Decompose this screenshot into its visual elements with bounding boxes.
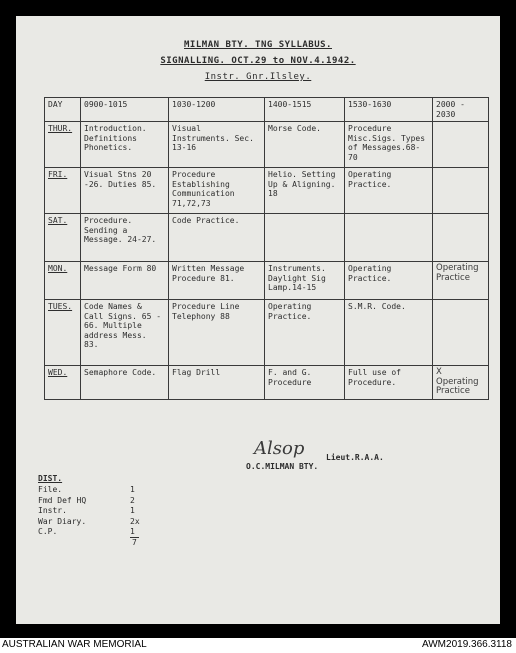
footer-accession-number: AWM2019.366.3118 (421, 639, 512, 650)
lesson-cell: X Operating Practice (433, 366, 489, 400)
lesson-cell: Code Names & Call Signs. 65 - 66. Multiple address Mess. 83. (81, 300, 169, 366)
distribution-quantity: 2x (130, 516, 140, 526)
lesson-cell (265, 214, 345, 262)
syllabus-title: MILMAN BTY. TNG SYLLABUS. (184, 40, 332, 50)
lesson-cell (433, 214, 489, 262)
table-header-row (45, 98, 489, 122)
lesson-cell: Semaphore Code. (81, 366, 169, 400)
day-cell: MON. (45, 262, 81, 300)
lesson-cell: Procedure Misc.Sigs. Types of Messages.68-70 (345, 122, 433, 168)
distribution-quantity: 1 (130, 506, 135, 516)
day-cell: SAT. (45, 214, 81, 262)
table-row (45, 214, 489, 262)
lesson-cell: Operating Practice. (345, 168, 433, 214)
lesson-cell: Procedure Line Telephony 88 (169, 300, 265, 366)
handwritten-signature: Alsop (254, 438, 305, 459)
distribution-title: DIST. (38, 474, 63, 483)
distribution-quantity: 2 (130, 495, 135, 505)
day-cell: WED. (45, 366, 81, 400)
distribution-quantity: 1 (130, 485, 135, 495)
column-header: 2000 - 2030 (433, 98, 489, 122)
column-header: DAY (45, 98, 81, 122)
day-cell: THUR. (45, 122, 81, 168)
distribution-entry (38, 485, 140, 495)
table-row (45, 168, 489, 214)
distribution-entry (38, 527, 140, 537)
document-page (16, 16, 500, 624)
lesson-cell: Procedure Establishing Communication 71,72,73 (169, 168, 265, 214)
distribution-recipient: Instr. (38, 506, 67, 516)
lesson-cell: Morse Code. (265, 122, 345, 168)
distribution-recipient: War Diary. (38, 516, 87, 526)
syllabus-table (44, 97, 489, 400)
lesson-cell: F. and G. Procedure (265, 366, 345, 400)
table-row (45, 300, 489, 366)
lesson-cell: Operating Practice. (345, 262, 433, 300)
distribution-recipient: C.P. (38, 527, 58, 537)
table-row (45, 122, 489, 168)
lesson-cell: Flag Drill (169, 366, 265, 400)
distribution-entry (38, 517, 140, 527)
distribution-entry (38, 496, 140, 506)
distribution-recipient: File. (38, 485, 63, 495)
lesson-cell: Procedure. Sending a Message. 24-27. (81, 214, 169, 262)
lesson-cell: Code Practice. (169, 214, 265, 262)
footer-institution: AUSTRALIAN WAR MEMORIAL (2, 639, 147, 650)
lesson-cell (433, 122, 489, 168)
lesson-cell: Operating Practice. (265, 300, 345, 366)
distribution-list (38, 474, 140, 549)
lesson-cell: Helio. Setting Up & Aligning. 18 (265, 168, 345, 214)
lesson-cell: Introduction. Definitions Phonetics. (81, 122, 169, 168)
lesson-cell: Full use of Procedure. (345, 366, 433, 400)
footer-bar (0, 638, 516, 653)
lesson-cell: Written Message Procedure 81. (169, 262, 265, 300)
table-row (45, 262, 489, 300)
column-header: 1530-1630 (345, 98, 433, 122)
column-header: 1030-1200 (169, 98, 265, 122)
lesson-cell: Instruments. Daylight Sig Lamp.14-15 (265, 262, 345, 300)
day-cell: TUES. (45, 300, 81, 366)
lesson-cell: Message Form 80 (81, 262, 169, 300)
distribution-entry (38, 506, 140, 516)
table-row (45, 366, 489, 400)
distribution-quantity: 1 (130, 527, 135, 537)
column-header: 1400-1515 (265, 98, 345, 122)
signature-rank: Lieut.R.A.A. (326, 453, 384, 462)
instructor-line: Instr. Gnr.Ilsley. (204, 72, 312, 82)
lesson-cell: Visual Stns 20 -26. Duties 85. (81, 168, 169, 214)
lesson-cell: Visual Instruments. Sec. 13-16 (169, 122, 265, 168)
day-cell: FRI. (45, 168, 81, 214)
signature-title: O.C.MILMAN BTY. (246, 462, 319, 471)
lesson-cell: Operating Practice (433, 262, 489, 300)
lesson-cell (433, 168, 489, 214)
syllabus-subtitle: SIGNALLING. OCT.29 to NOV.4.1942. (160, 56, 356, 66)
distribution-total: 7 (132, 538, 137, 548)
lesson-cell (433, 300, 489, 366)
column-header: 0900-1015 (81, 98, 169, 122)
lesson-cell: S.M.R. Code. (345, 300, 433, 366)
lesson-cell (345, 214, 433, 262)
distribution-recipient: Fmd Def HQ (38, 495, 87, 505)
